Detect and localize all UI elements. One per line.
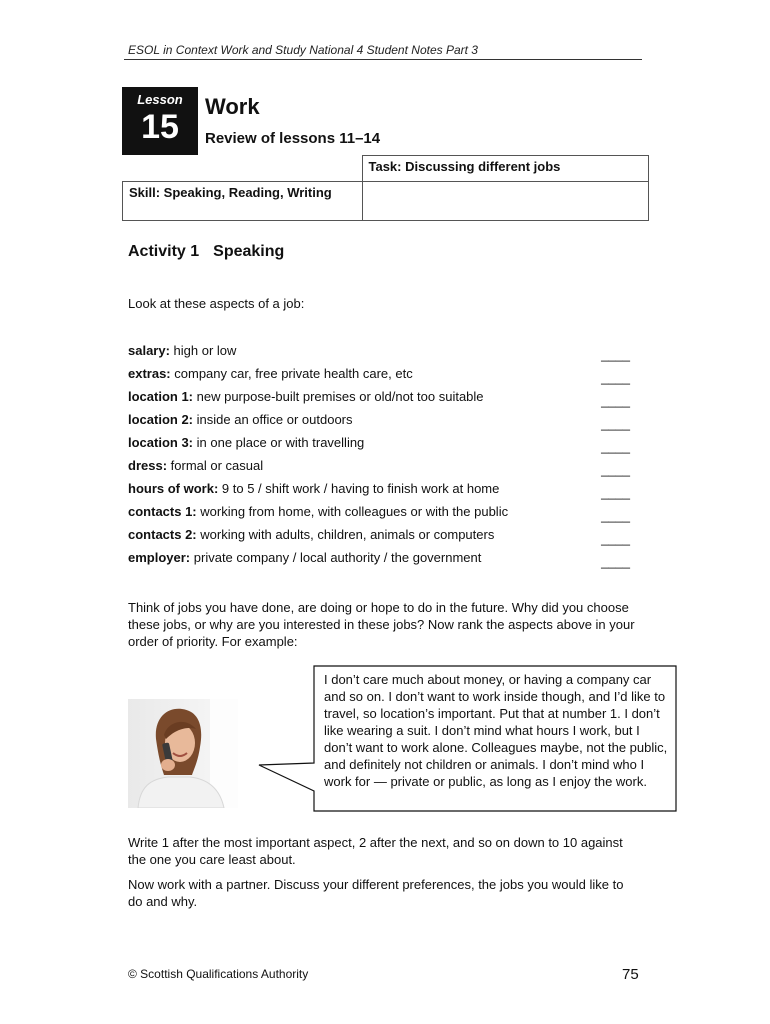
aspect-list — [128, 342, 633, 572]
list-item — [128, 365, 633, 388]
aspect-desc: new purpose-built premises or old/not too suitable — [196, 389, 484, 404]
activity-number: Activity 1 — [128, 243, 200, 260]
rank-blank: ____ — [601, 439, 630, 454]
woman-on-phone-photo — [128, 699, 238, 808]
table-blank-cell — [362, 182, 649, 221]
list-item — [128, 411, 633, 434]
list-item — [128, 549, 633, 572]
rank-blank: ____ — [601, 370, 630, 385]
aspect-desc: high or low — [173, 343, 237, 358]
lesson-title: Work — [205, 94, 260, 119]
aspect-desc: formal or casual — [170, 458, 264, 473]
aspect-term: contacts 1: — [128, 504, 197, 519]
header-rule — [124, 59, 642, 60]
list-item — [128, 503, 633, 526]
aspect-term: contacts 2: — [128, 527, 197, 542]
aspect-term: extras: — [128, 366, 171, 381]
lesson-label: Lesson — [137, 92, 183, 107]
aspect-desc: working with adults, children, animals or computers — [200, 527, 495, 542]
task-cell: Task: Discussing different jobs — [362, 156, 649, 182]
aspect-term: employer: — [128, 550, 191, 565]
activity-name: Speaking — [213, 243, 285, 260]
rank-blank: ____ — [601, 485, 630, 500]
rank-blank: ____ — [601, 347, 630, 362]
skill-cell: Skill: Speaking, Reading, Writing — [123, 182, 363, 221]
aspect-desc: private company / local authority / the government — [193, 550, 482, 565]
list-item — [128, 457, 633, 480]
running-header: ESOL in Context Work and Study National 4 Student Notes Part 3 — [128, 43, 478, 57]
speech-bubble-text: I don’t care much about money, or having a company car and so on. I don’t want to work inside though, and I’d like to travel, so location’s important. Put that at number 1. I don’t like wearing a suit. I don’t mind what hours I work, but I don’t want to work alone. Colleagues maybe, not the public, and definitely not children or animals. I don’t mind who I work for — private or public, as long as I enjoy the work. — [324, 672, 668, 789]
aspect-desc: company car, free private health care, etc — [174, 366, 413, 381]
aspect-term: hours of work: — [128, 481, 219, 496]
aspect-desc: 9 to 5 / shift work / having to finish work at home — [221, 481, 500, 496]
aspect-term: location 2: — [128, 412, 194, 427]
rank-blank: ____ — [601, 416, 630, 431]
activity-heading — [128, 243, 284, 261]
page-number: 75 — [622, 966, 639, 983]
table-empty-cell — [123, 156, 363, 182]
instruction-paragraph: Think of jobs you have done, are doing or hope to do in the future. Why did you choose these jobs, or why are you interested in these jobs? Now rank the aspects above in your order of priority. For example: — [128, 600, 635, 649]
aspect-desc: working from home, with colleagues or with the public — [200, 504, 509, 519]
lesson-subtitle: Review of lessons 11–14 — [205, 130, 381, 147]
activity-intro: Look at these aspects of a job: — [128, 296, 305, 311]
lesson-badge — [122, 87, 198, 155]
instruction-paragraph: Write 1 after the most important aspect, 2 after the next, and so on down to 10 against the one you care least about. — [128, 835, 623, 867]
list-item — [128, 480, 633, 503]
aspect-term: location 1: — [128, 389, 194, 404]
list-item — [128, 388, 633, 411]
rank-blank: ____ — [601, 508, 630, 523]
rank-blank: ____ — [601, 393, 630, 408]
aspect-desc: in one place or with travelling — [196, 435, 365, 450]
rank-blank: ____ — [601, 462, 630, 477]
rank-blank: ____ — [601, 554, 630, 569]
aspect-term: location 3: — [128, 435, 194, 450]
aspect-term: dress: — [128, 458, 168, 473]
task-skill-table — [122, 155, 649, 221]
aspect-term: salary: — [128, 343, 170, 358]
aspect-desc: inside an office or outdoors — [196, 412, 353, 427]
list-item — [128, 342, 633, 365]
rank-blank: ____ — [601, 531, 630, 546]
list-item — [128, 434, 633, 457]
lesson-number: 15 — [141, 108, 179, 146]
list-item — [128, 526, 633, 549]
copyright-footer: © Scottish Qualifications Authority — [128, 967, 309, 981]
instruction-paragraph: Now work with a partner. Discuss your different preferences, the jobs you would like to do and why. — [128, 877, 624, 909]
